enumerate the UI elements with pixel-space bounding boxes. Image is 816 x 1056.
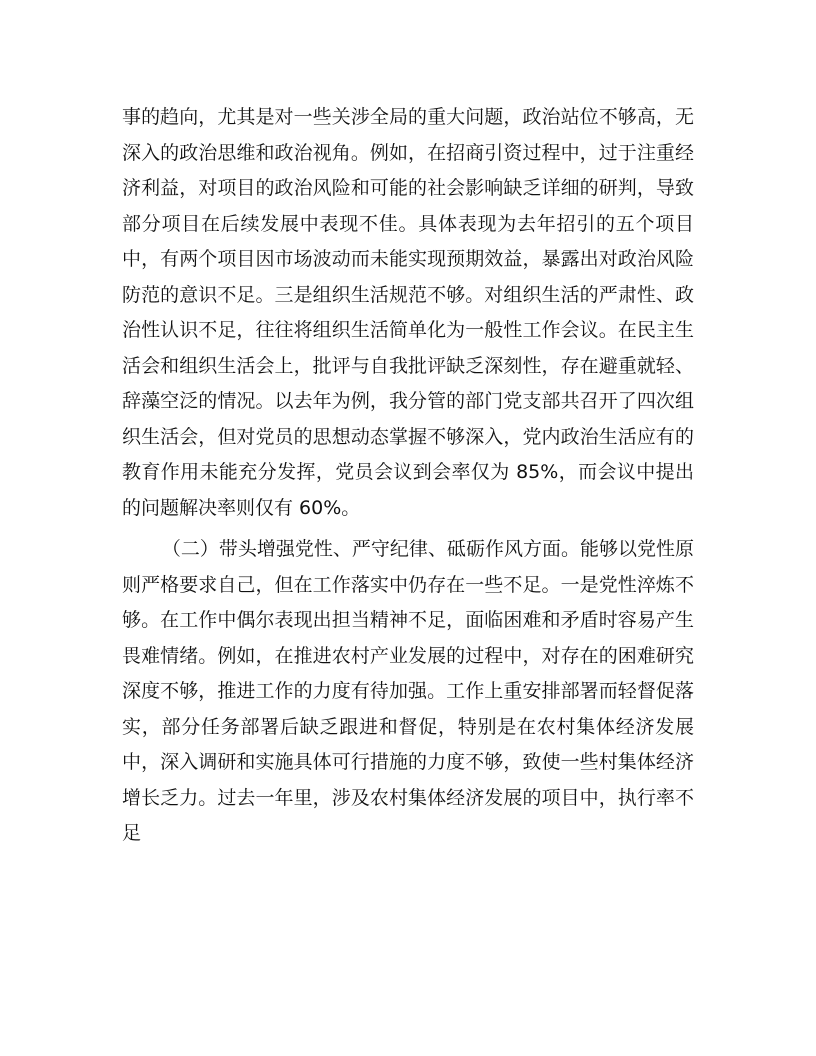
paragraph-section-two: （二）带头增强党性、严守纪律、砥砺作风方面。能够以党性原则严格要求自己，但在工作落实中仍存在一些不足。一是党性淬炼不够。在工作中偶尔表现出担当精神不足，面临困难和矛盾时容易产生畏难情绪。例如，在推进农村产业发展的过程中，对存在的困难研究深度不够，推进工作的力度有待加强。工作上重安排部署而轻督促落实，部分任务部署后缺乏跟进和督促，特别是在农村集体经济发展中，深入调研和实施具体可行措施的力度不够，致使一些村集体经济增长乏力。过去一年里，涉及农村集体经济发展的项目中，执行率不足 bbox=[122, 538, 694, 844]
document-body bbox=[122, 100, 694, 852]
paragraph-continued: 事的趋向，尤其是对一些关涉全局的重大问题，政治站位不够高，无深入的政治思维和政治视角。例如，在招商引资过程中，过于注重经济利益，对项目的政治风险和可能的社会影响缺乏详细的研判，导致部分项目在后续发展中表现不佳。具体表现为去年招引的五个项目中，有两个项目因市场波动而未能实现预期效益，暴露出对政治风险防范的意识不足。三是组织生活规范不够。对组织生活的严肃性、政治性认识不足，往往将组织生活简单化为一般性工作会议。在民主生活会和组织生活会上，批评与自我批评缺乏深刻性，存在避重就轻、辞藻空泛的情况。以去年为例，我分管的部门党支部共召开了四次组织生活会，但对党员的思想动态掌握不够深入，党内政治生活应有的教育作用未能充分发挥，党员会议到会率仅为 85%，而会议中提出的问题解决率则仅有 60%。 bbox=[122, 106, 694, 519]
